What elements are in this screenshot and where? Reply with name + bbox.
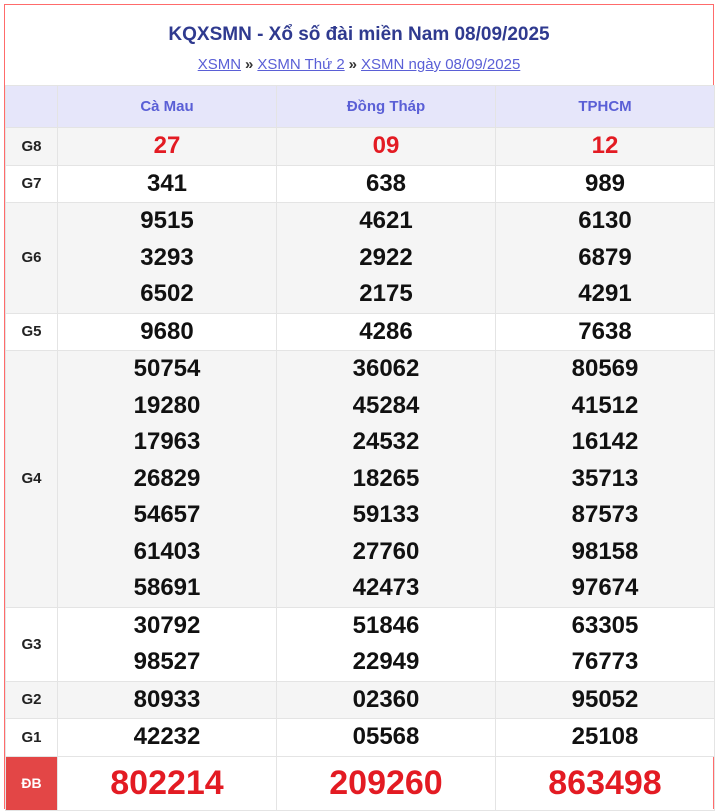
breadcrumb — [5, 53, 713, 85]
result-number: 63305 — [571, 611, 639, 639]
result-number: 989 — [584, 169, 626, 197]
result-cell — [277, 607, 496, 681]
province-header: TPHCM — [496, 86, 715, 128]
breadcrumb-separator: » — [245, 56, 254, 73]
result-number: 80933 — [133, 685, 201, 713]
result-number: 02360 — [352, 685, 420, 713]
result-cell — [496, 756, 715, 810]
result-number: 18265 — [352, 464, 420, 492]
prize-row — [6, 681, 715, 719]
result-number: 76773 — [571, 648, 639, 675]
result-number: 61403 — [133, 537, 201, 565]
result-cell — [496, 681, 715, 719]
result-number: 12 — [591, 132, 619, 159]
result-number: 27760 — [352, 537, 420, 565]
page-title: KQXSMN - Xổ số đài miền Nam 08/09/2025 — [168, 24, 550, 45]
breadcrumb-xsmn-date-link[interactable]: XSMN ngày 08/09/2025 — [361, 56, 521, 73]
result-number: 58691 — [133, 574, 201, 601]
prize-label: G8 — [6, 128, 58, 166]
result-cell — [58, 128, 277, 166]
result-number: 209260 — [329, 763, 443, 802]
results-panel — [4, 4, 714, 809]
result-cell — [277, 313, 496, 351]
prize-label: G5 — [6, 313, 58, 351]
result-cell — [58, 165, 277, 203]
prize-label: ĐB — [6, 756, 58, 810]
result-number: 51846 — [352, 611, 420, 639]
result-number: 3293 — [140, 243, 194, 271]
prize-label: G1 — [6, 719, 58, 757]
result-number: 80569 — [571, 355, 639, 382]
result-number: 87573 — [571, 501, 639, 528]
result-cell — [277, 203, 496, 314]
result-number: 09 — [372, 132, 400, 159]
header-blank-cell — [6, 86, 58, 128]
result-number: 4291 — [578, 280, 632, 307]
result-number: 45284 — [352, 391, 420, 419]
prize-row — [6, 607, 715, 681]
result-cell — [58, 719, 277, 757]
prize-label: G6 — [6, 203, 58, 314]
province-header[interactable]: Đồng Tháp — [277, 86, 496, 128]
result-number: 42232 — [133, 723, 201, 750]
prize-row — [6, 313, 715, 351]
result-number: 98158 — [571, 537, 639, 565]
result-number: 6879 — [578, 243, 632, 271]
result-number: 6502 — [140, 280, 194, 307]
result-number: 05568 — [352, 723, 420, 750]
result-cell — [496, 607, 715, 681]
result-number: 27 — [153, 132, 181, 159]
prize-row — [6, 756, 715, 810]
prize-label: G3 — [6, 607, 58, 681]
results-table — [5, 85, 715, 811]
result-number: 6130 — [578, 207, 632, 234]
result-number: 98527 — [133, 648, 201, 675]
prize-row — [6, 351, 715, 608]
result-number: 95052 — [571, 685, 639, 713]
result-number: 4286 — [359, 317, 413, 345]
prize-row — [6, 165, 715, 203]
result-number: 24532 — [352, 428, 420, 455]
prize-label: G7 — [6, 165, 58, 203]
result-number: 9515 — [140, 207, 194, 234]
result-number: 36062 — [352, 355, 420, 382]
result-number: 54657 — [133, 501, 201, 528]
result-cell — [496, 719, 715, 757]
breadcrumb-xsmn-link[interactable]: XSMN — [197, 56, 242, 73]
result-number: 22949 — [352, 648, 420, 675]
result-number: 50754 — [133, 355, 201, 382]
result-number: 2922 — [359, 243, 413, 271]
result-number: 7638 — [578, 317, 632, 345]
result-number: 16142 — [571, 428, 639, 455]
result-number: 9680 — [140, 317, 194, 345]
result-cell — [277, 165, 496, 203]
results-body — [6, 128, 715, 811]
result-cell — [277, 756, 496, 810]
result-number: 42473 — [352, 574, 420, 601]
result-cell — [496, 165, 715, 203]
result-cell — [496, 203, 715, 314]
result-cell — [58, 607, 277, 681]
result-number: 25108 — [571, 723, 639, 750]
result-cell — [496, 128, 715, 166]
result-number: 19280 — [133, 391, 201, 419]
result-number: 26829 — [133, 464, 201, 492]
result-cell — [58, 313, 277, 351]
result-number: 2175 — [359, 280, 413, 307]
result-cell — [277, 128, 496, 166]
result-number: 638 — [365, 169, 407, 197]
result-number: 35713 — [571, 464, 639, 492]
result-number: 4621 — [359, 207, 413, 234]
breadcrumb-xsmn-thu2-link[interactable]: XSMN Thứ 2 — [257, 56, 345, 73]
result-number: 802214 — [110, 763, 224, 802]
result-cell — [277, 351, 496, 608]
result-cell — [58, 756, 277, 810]
result-number: 341 — [146, 169, 188, 197]
result-number: 17963 — [133, 428, 201, 455]
result-number: 59133 — [352, 501, 420, 528]
prize-row — [6, 203, 715, 314]
result-number: 30792 — [133, 611, 201, 639]
table-header-row — [6, 86, 715, 128]
result-cell — [277, 719, 496, 757]
result-cell — [58, 681, 277, 719]
result-number: 97674 — [571, 574, 639, 601]
result-number: 41512 — [571, 391, 639, 419]
prize-row — [6, 719, 715, 757]
result-number: 863498 — [548, 763, 662, 802]
result-cell — [58, 203, 277, 314]
result-cell — [277, 681, 496, 719]
province-header[interactable]: Cà Mau — [58, 86, 277, 128]
result-cell — [58, 351, 277, 608]
prize-label: G2 — [6, 681, 58, 719]
prize-row — [6, 128, 715, 166]
result-cell — [496, 351, 715, 608]
prize-label: G4 — [6, 351, 58, 608]
breadcrumb-separator: » — [348, 56, 358, 73]
result-cell — [496, 313, 715, 351]
